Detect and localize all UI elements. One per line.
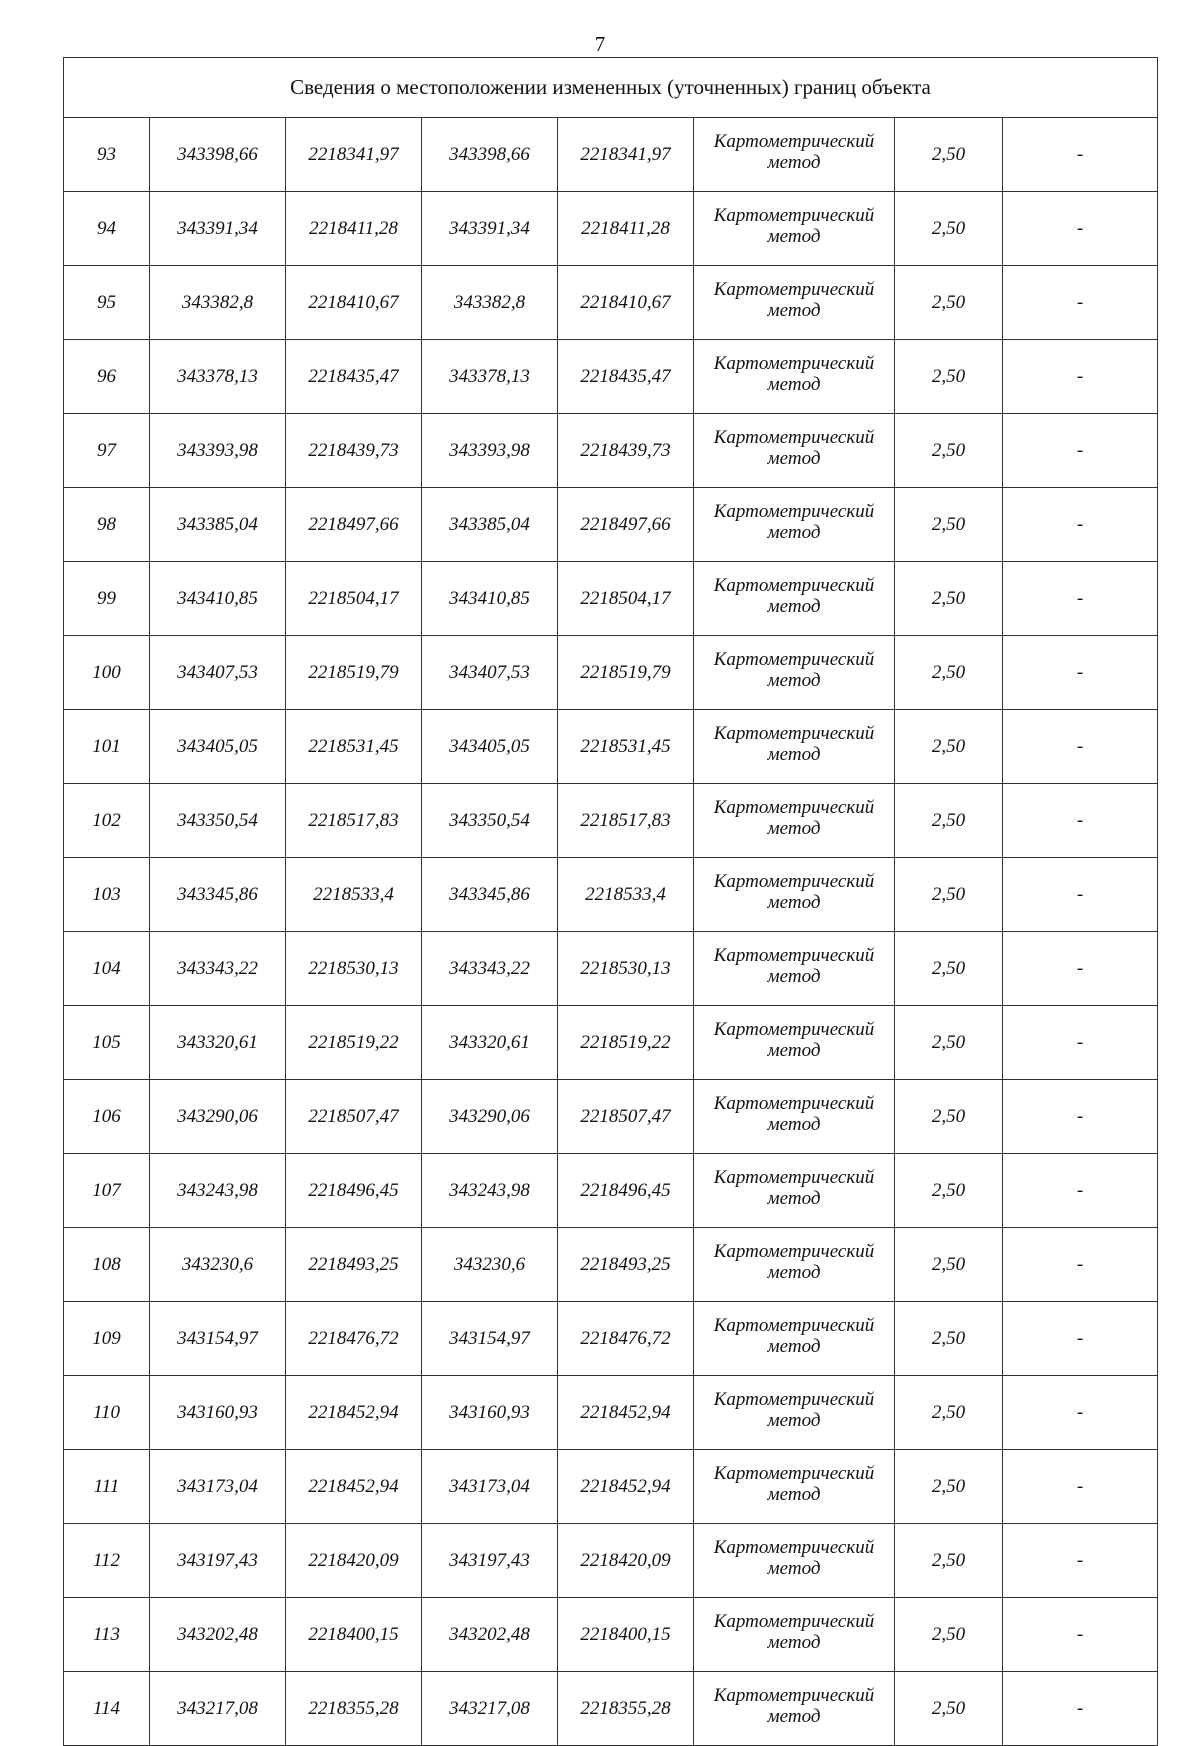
point-number-cell: 114: [64, 1672, 150, 1746]
point-number-cell: 110: [64, 1376, 150, 1450]
method-line-1: Картометрический: [713, 1536, 875, 1558]
table-title-row: [64, 58, 1158, 118]
table-row: [64, 414, 1158, 488]
point-number-cell: 98: [64, 488, 150, 562]
y-old-cell: 2218476,72: [286, 1302, 422, 1376]
method-line-2: метод: [767, 373, 821, 395]
x-new-cell: 343378,13: [422, 340, 558, 414]
y-new-cell: 2218435,47: [558, 340, 694, 414]
note-cell: -: [1003, 1302, 1158, 1376]
y-new-cell: 2218452,94: [558, 1376, 694, 1450]
x-new-cell: 343410,85: [422, 562, 558, 636]
y-new-cell: 2218530,13: [558, 932, 694, 1006]
x-old-cell: 343398,66: [150, 118, 286, 192]
precision-cell: 2,50: [895, 266, 1003, 340]
note-cell: -: [1003, 784, 1158, 858]
x-old-cell: 343290,06: [150, 1080, 286, 1154]
method-cell: [694, 488, 895, 562]
precision-cell: 2,50: [895, 562, 1003, 636]
y-new-cell: 2218517,83: [558, 784, 694, 858]
x-old-cell: 343230,6: [150, 1228, 286, 1302]
y-new-cell: 2218497,66: [558, 488, 694, 562]
method-cell: [694, 784, 895, 858]
method-line-2: метод: [767, 1261, 821, 1283]
x-new-cell: 343173,04: [422, 1450, 558, 1524]
method-cell: [694, 562, 895, 636]
note-cell: -: [1003, 266, 1158, 340]
point-number-cell: 102: [64, 784, 150, 858]
method-line-2: метод: [767, 1557, 821, 1579]
y-new-cell: 2218420,09: [558, 1524, 694, 1598]
precision-cell: 2,50: [895, 1450, 1003, 1524]
y-old-cell: 2218497,66: [286, 488, 422, 562]
method-line-2: метод: [767, 1705, 821, 1727]
table-row: [64, 340, 1158, 414]
note-cell: -: [1003, 858, 1158, 932]
precision-cell: 2,50: [895, 1302, 1003, 1376]
method-cell: [694, 266, 895, 340]
note-cell: -: [1003, 1598, 1158, 1672]
x-new-cell: 343243,98: [422, 1154, 558, 1228]
y-new-cell: 2218507,47: [558, 1080, 694, 1154]
y-old-cell: 2218439,73: [286, 414, 422, 488]
method-line-1: Картометрический: [713, 1018, 875, 1040]
y-old-cell: 2218411,28: [286, 192, 422, 266]
point-number-cell: 107: [64, 1154, 150, 1228]
note-cell: -: [1003, 340, 1158, 414]
precision-cell: 2,50: [895, 858, 1003, 932]
method-line-2: метод: [767, 1409, 821, 1431]
method-line-2: метод: [767, 669, 821, 691]
method-cell: [694, 118, 895, 192]
method-line-1: Картометрический: [713, 1684, 875, 1706]
y-new-cell: 2218439,73: [558, 414, 694, 488]
method-line-2: метод: [767, 299, 821, 321]
method-line-1: Картометрический: [713, 722, 875, 744]
y-new-cell: 2218531,45: [558, 710, 694, 784]
method-line-1: Картометрический: [713, 1610, 875, 1632]
table-row: [64, 1006, 1158, 1080]
x-new-cell: 343382,8: [422, 266, 558, 340]
point-number-cell: 101: [64, 710, 150, 784]
x-old-cell: 343343,22: [150, 932, 286, 1006]
x-old-cell: 343197,43: [150, 1524, 286, 1598]
y-old-cell: 2218355,28: [286, 1672, 422, 1746]
method-cell: [694, 192, 895, 266]
method-line-2: метод: [767, 743, 821, 765]
x-old-cell: 343320,61: [150, 1006, 286, 1080]
page-number: 7: [594, 32, 606, 56]
y-old-cell: 2218452,94: [286, 1450, 422, 1524]
y-old-cell: 2218519,79: [286, 636, 422, 710]
note-cell: -: [1003, 1080, 1158, 1154]
point-number-cell: 109: [64, 1302, 150, 1376]
precision-cell: 2,50: [895, 488, 1003, 562]
method-cell: [694, 710, 895, 784]
method-cell: [694, 1598, 895, 1672]
table-row: [64, 1524, 1158, 1598]
note-cell: -: [1003, 562, 1158, 636]
method-cell: [694, 340, 895, 414]
note-cell: -: [1003, 1154, 1158, 1228]
x-new-cell: 343345,86: [422, 858, 558, 932]
x-new-cell: 343385,04: [422, 488, 558, 562]
y-old-cell: 2218531,45: [286, 710, 422, 784]
method-line-1: Картометрический: [713, 278, 875, 300]
x-new-cell: 343217,08: [422, 1672, 558, 1746]
table-row: [64, 1376, 1158, 1450]
x-old-cell: 343382,8: [150, 266, 286, 340]
method-line-2: метод: [767, 1039, 821, 1061]
method-line-1: Картометрический: [713, 1388, 875, 1410]
method-cell: [694, 1080, 895, 1154]
point-number-cell: 95: [64, 266, 150, 340]
table-row: [64, 1228, 1158, 1302]
method-line-1: Картометрический: [713, 796, 875, 818]
point-number-cell: 105: [64, 1006, 150, 1080]
method-line-1: Картометрический: [713, 1314, 875, 1336]
note-cell: -: [1003, 1228, 1158, 1302]
table-row: [64, 192, 1158, 266]
x-new-cell: 343320,61: [422, 1006, 558, 1080]
method-line-1: Картометрический: [713, 944, 875, 966]
precision-cell: 2,50: [895, 1376, 1003, 1450]
note-cell: -: [1003, 636, 1158, 710]
method-line-1: Картометрический: [713, 130, 875, 152]
method-line-2: метод: [767, 521, 821, 543]
note-cell: -: [1003, 710, 1158, 784]
y-new-cell: 2218533,4: [558, 858, 694, 932]
x-new-cell: 343160,93: [422, 1376, 558, 1450]
method-line-1: Картометрический: [713, 500, 875, 522]
table-body: [64, 118, 1158, 1746]
x-new-cell: 343391,34: [422, 192, 558, 266]
precision-cell: 2,50: [895, 414, 1003, 488]
table-row: [64, 1154, 1158, 1228]
method-line-1: Картометрический: [713, 574, 875, 596]
y-old-cell: 2218504,17: [286, 562, 422, 636]
method-line-1: Картометрический: [713, 870, 875, 892]
method-line-1: Картометрический: [713, 1166, 875, 1188]
precision-cell: 2,50: [895, 710, 1003, 784]
table-row: [64, 266, 1158, 340]
table-row: [64, 1302, 1158, 1376]
y-new-cell: 2218355,28: [558, 1672, 694, 1746]
x-old-cell: 343378,13: [150, 340, 286, 414]
point-number-cell: 108: [64, 1228, 150, 1302]
method-line-2: метод: [767, 1187, 821, 1209]
table-row: [64, 562, 1158, 636]
table-row: [64, 1450, 1158, 1524]
x-new-cell: 343393,98: [422, 414, 558, 488]
method-line-2: метод: [767, 965, 821, 987]
precision-cell: 2,50: [895, 1598, 1003, 1672]
method-cell: [694, 1228, 895, 1302]
method-line-1: Картометрический: [713, 204, 875, 226]
y-old-cell: 2218341,97: [286, 118, 422, 192]
point-number-cell: 100: [64, 636, 150, 710]
method-line-1: Картометрический: [713, 426, 875, 448]
method-line-2: метод: [767, 595, 821, 617]
x-old-cell: 343243,98: [150, 1154, 286, 1228]
x-old-cell: 343350,54: [150, 784, 286, 858]
table-row: [64, 858, 1158, 932]
method-cell: [694, 1672, 895, 1746]
note-cell: -: [1003, 118, 1158, 192]
method-cell: [694, 636, 895, 710]
method-line-2: метод: [767, 1335, 821, 1357]
method-cell: [694, 1450, 895, 1524]
method-cell: [694, 858, 895, 932]
x-new-cell: 343398,66: [422, 118, 558, 192]
precision-cell: 2,50: [895, 1154, 1003, 1228]
point-number-cell: 96: [64, 340, 150, 414]
y-new-cell: 2218341,97: [558, 118, 694, 192]
note-cell: -: [1003, 1450, 1158, 1524]
x-new-cell: 343405,05: [422, 710, 558, 784]
method-cell: [694, 1524, 895, 1598]
method-line-1: Картометрический: [713, 648, 875, 670]
precision-cell: 2,50: [895, 118, 1003, 192]
point-number-cell: 112: [64, 1524, 150, 1598]
x-old-cell: 343154,97: [150, 1302, 286, 1376]
point-number-cell: 97: [64, 414, 150, 488]
precision-cell: 2,50: [895, 1524, 1003, 1598]
y-new-cell: 2218452,94: [558, 1450, 694, 1524]
note-cell: -: [1003, 192, 1158, 266]
y-new-cell: 2218493,25: [558, 1228, 694, 1302]
x-new-cell: 343197,43: [422, 1524, 558, 1598]
boundary-coordinates-table: [63, 57, 1158, 1746]
x-old-cell: 343202,48: [150, 1598, 286, 1672]
method-cell: [694, 414, 895, 488]
y-old-cell: 2218410,67: [286, 266, 422, 340]
method-cell: [694, 1154, 895, 1228]
table-row: [64, 710, 1158, 784]
x-old-cell: 343173,04: [150, 1450, 286, 1524]
table-row: [64, 488, 1158, 562]
method-cell: [694, 1006, 895, 1080]
y-old-cell: 2218496,45: [286, 1154, 422, 1228]
note-cell: -: [1003, 414, 1158, 488]
table-row: [64, 1080, 1158, 1154]
x-old-cell: 343345,86: [150, 858, 286, 932]
note-cell: -: [1003, 932, 1158, 1006]
y-old-cell: 2218435,47: [286, 340, 422, 414]
point-number-cell: 113: [64, 1598, 150, 1672]
x-new-cell: 343350,54: [422, 784, 558, 858]
y-old-cell: 2218533,4: [286, 858, 422, 932]
point-number-cell: 106: [64, 1080, 150, 1154]
method-cell: [694, 932, 895, 1006]
x-old-cell: 343393,98: [150, 414, 286, 488]
precision-cell: 2,50: [895, 636, 1003, 710]
table-row: [64, 932, 1158, 1006]
x-old-cell: 343407,53: [150, 636, 286, 710]
table-title: Сведения о местоположении измененных (уточненных) границ объекта: [64, 58, 1158, 118]
note-cell: -: [1003, 1006, 1158, 1080]
method-line-2: метод: [767, 817, 821, 839]
table-row: [64, 784, 1158, 858]
precision-cell: 2,50: [895, 784, 1003, 858]
point-number-cell: 103: [64, 858, 150, 932]
method-line-1: Картометрический: [713, 352, 875, 374]
y-new-cell: 2218496,45: [558, 1154, 694, 1228]
precision-cell: 2,50: [895, 1080, 1003, 1154]
note-cell: -: [1003, 488, 1158, 562]
x-old-cell: 343160,93: [150, 1376, 286, 1450]
method-line-2: метод: [767, 151, 821, 173]
note-cell: -: [1003, 1672, 1158, 1746]
y-new-cell: 2218504,17: [558, 562, 694, 636]
method-cell: [694, 1302, 895, 1376]
method-line-2: метод: [767, 1113, 821, 1135]
table-row: [64, 636, 1158, 710]
note-cell: -: [1003, 1376, 1158, 1450]
point-number-cell: 94: [64, 192, 150, 266]
y-new-cell: 2218410,67: [558, 266, 694, 340]
method-cell: [694, 1376, 895, 1450]
x-new-cell: 343154,97: [422, 1302, 558, 1376]
precision-cell: 2,50: [895, 340, 1003, 414]
x-old-cell: 343385,04: [150, 488, 286, 562]
method-line-2: метод: [767, 225, 821, 247]
y-old-cell: 2218517,83: [286, 784, 422, 858]
method-line-1: Картометрический: [713, 1462, 875, 1484]
y-old-cell: 2218420,09: [286, 1524, 422, 1598]
note-cell: -: [1003, 1524, 1158, 1598]
table-row: [64, 1672, 1158, 1746]
method-line-1: Картометрический: [713, 1240, 875, 1262]
x-new-cell: 343343,22: [422, 932, 558, 1006]
precision-cell: 2,50: [895, 1006, 1003, 1080]
y-old-cell: 2218519,22: [286, 1006, 422, 1080]
table-row: [64, 1598, 1158, 1672]
precision-cell: 2,50: [895, 1672, 1003, 1746]
point-number-cell: 99: [64, 562, 150, 636]
y-new-cell: 2218519,79: [558, 636, 694, 710]
x-new-cell: 343230,6: [422, 1228, 558, 1302]
point-number-cell: 93: [64, 118, 150, 192]
y-new-cell: 2218519,22: [558, 1006, 694, 1080]
y-old-cell: 2218507,47: [286, 1080, 422, 1154]
y-old-cell: 2218493,25: [286, 1228, 422, 1302]
y-old-cell: 2218530,13: [286, 932, 422, 1006]
x-new-cell: 343407,53: [422, 636, 558, 710]
point-number-cell: 111: [64, 1450, 150, 1524]
y-old-cell: 2218452,94: [286, 1376, 422, 1450]
y-new-cell: 2218476,72: [558, 1302, 694, 1376]
x-new-cell: 343290,06: [422, 1080, 558, 1154]
table-row: [64, 118, 1158, 192]
y-new-cell: 2218400,15: [558, 1598, 694, 1672]
y-new-cell: 2218411,28: [558, 192, 694, 266]
precision-cell: 2,50: [895, 932, 1003, 1006]
precision-cell: 2,50: [895, 1228, 1003, 1302]
x-new-cell: 343202,48: [422, 1598, 558, 1672]
method-line-2: метод: [767, 1483, 821, 1505]
method-line-2: метод: [767, 447, 821, 469]
x-old-cell: 343410,85: [150, 562, 286, 636]
precision-cell: 2,50: [895, 192, 1003, 266]
x-old-cell: 343405,05: [150, 710, 286, 784]
x-old-cell: 343217,08: [150, 1672, 286, 1746]
y-old-cell: 2218400,15: [286, 1598, 422, 1672]
point-number-cell: 104: [64, 932, 150, 1006]
method-line-2: метод: [767, 1631, 821, 1653]
method-line-2: метод: [767, 891, 821, 913]
method-line-1: Картометрический: [713, 1092, 875, 1114]
x-old-cell: 343391,34: [150, 192, 286, 266]
